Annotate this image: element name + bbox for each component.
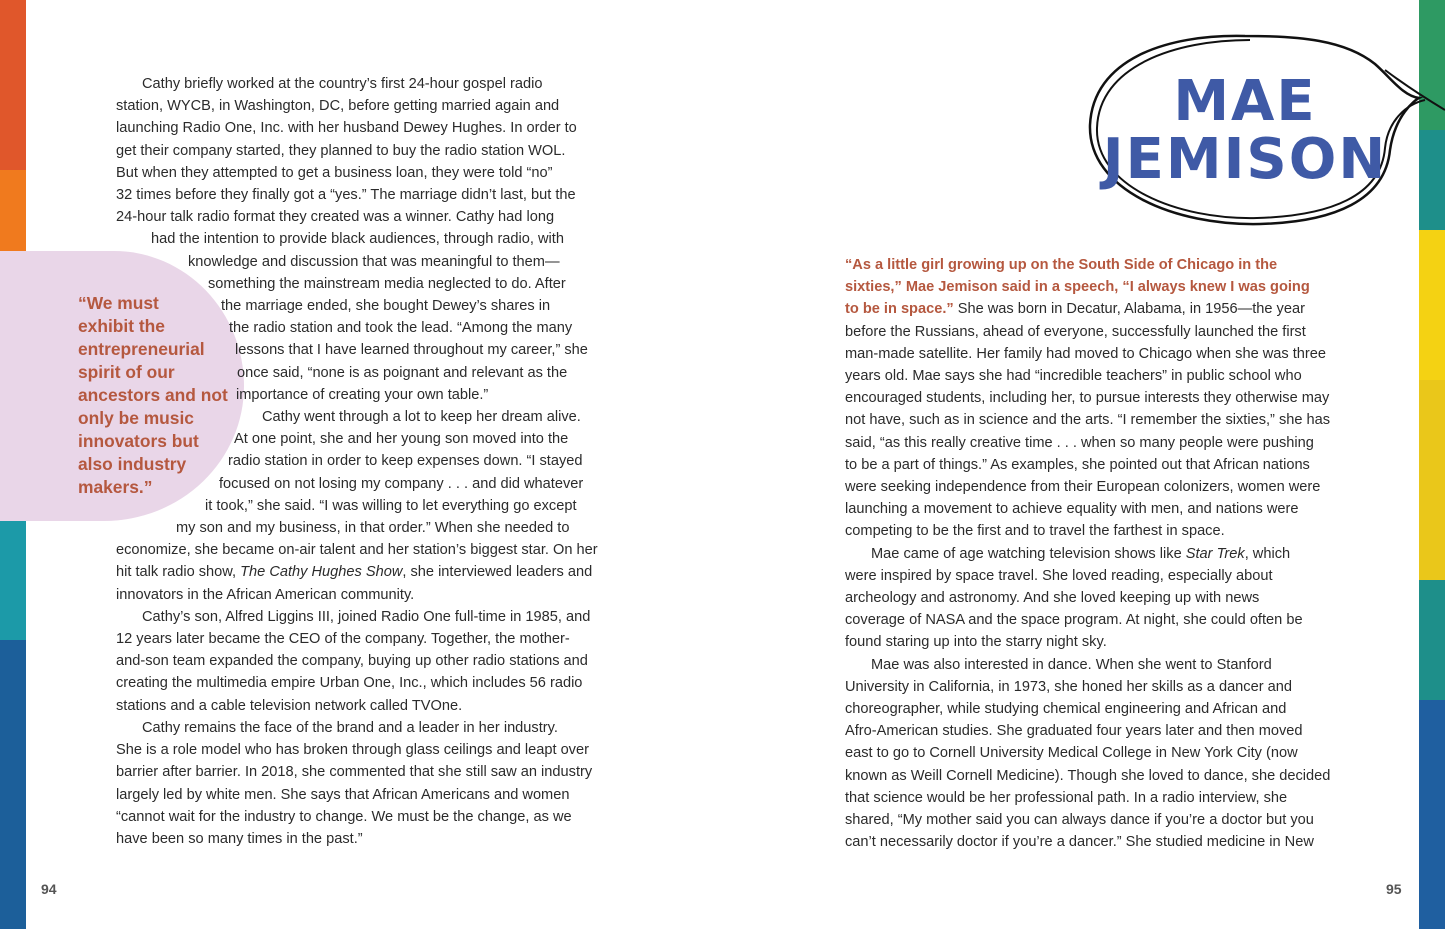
opening-quote-line-1: “As a little girl growing up on the South Side of Chicago in the (845, 257, 1278, 273)
page-number-right: 95 (1386, 881, 1402, 897)
left-body-text: Cathy briefly worked at the country’s first 24-hour gospel radio station, WYCB, in Washington, DC, before getting married again and launching Radio One, Inc. with her husband Dewey Hughes. In order to get their company started, they planned to buy the radio station WOL. But when they attempted to get a business loan, they were told “no” 32 times before they finally got a “yes.” The marriage didn’t last, but the 24-hour talk radio format they created was a winner. Cathy had long had the intention to provide black audiences, through radio, with knowledge and discussion that was meaningful to them— something the mainstream media neglected to do. After the marriage ended, she bought Dewey’s shares in the radio station and took the lead. “Among the many lessons that I have learned throughout my career,” she once said, “none is as poignant and relevant as the importance of creating your own table.” Cathy went through a lot to keep her dream alive. At one point, she and her young son moved into the radio station in order to keep expenses down. “I stayed focused on not losing my company . . . and did whatever it took,” she said. “I was willing to let everything go except my son and my business, in that order.” When she needed to economize, she became on-air talent and her station’s biggest star. On her hit talk radio show, The Cathy Hughes Show, she interviewed leaders and innovators in the African American community. Cathy’s son, Alfred Liggins III, joined Radio One full-time in 1985, and 12 years later became the CEO of the company. Together, the mother- and-son team expanded the company, buying up other radio stations and creating the multimedia empire Urban One, Inc., which includes 56 radio stations and a cable television network called TVOne. Cathy remains the face of the brand and a leader in her industry. She is a role model who has broken through glass ceilings and leapt over barrier after barrier. In 2018, she commented that she still saw an industry largely led by white men. She says that African Americans and women “cannot wait for the industry to change. We must be the change, as we have been so many times in the past.” (116, 76, 598, 847)
opening-quote-line-2: sixties,” Mae Jemison said in a speech, “I always knew I was going (845, 279, 1310, 296)
pull-quote: “We must exhibit the entrepreneurial spirit of our ancestors and not only be music innovators but also industry makers.” (78, 293, 228, 497)
page-number-left: 94 (41, 881, 57, 897)
opening-quote-line-3: to be in space.” (845, 301, 954, 318)
title-bubble (1085, 30, 1445, 230)
title-line-1: MAE (1173, 69, 1317, 134)
title-line-2: JEMISON (1102, 127, 1388, 192)
left-page (26, 0, 722, 929)
right-body-text: “As a little girl growing up on the South Side of Chicago in the sixties,” Mae Jemison said in a speech, “I always knew I was going to be in space.” She was born in Decatur, Alabama, in 1956—the year before the Russians, ahead of everyone, successfully launched the first man-made satellite. Her family had moved to Chicago when she was three years old. Mae says she had “incredible teachers” in public school who encouraged students, including her, to pursue interests they otherwise may not have, such as in science and the arts. “I remember the sixties,” she has said, “as this really creative time . . . when so many people were pushing to be a part of things.” As examples, she pointed out that African nations were seeking independence from their European colonizers, women were launching a movement to achieve equality with men, and nations were competing to be the first and to travel the farthest in space. Mae came of age watching television shows like Star Trek, which were inspired by space travel. She loved reading, especially about archeology and astronomy. And she loved keeping up with news coverage of NASA and the space program. At night, she could often be found staring up into the starry night sky. Mae was also interested in dance. When she went to Stanford University in California, in 1973, she honed her skills as a dancer and choreographer, while studying chemical engineering and African and Afro-American studies. She graduated four years later and then moved east to go to Cornell University Medical College in New York City (now known as Weill Cornell Medicine). Though she loved to dance, she decided that science would be her professional path. In a radio interview, she shared, “My mother said you can always dance if you’re a doctor but you can’t necessarily doctor if you’re a dancer.” She studied medicine in New (845, 254, 1345, 853)
